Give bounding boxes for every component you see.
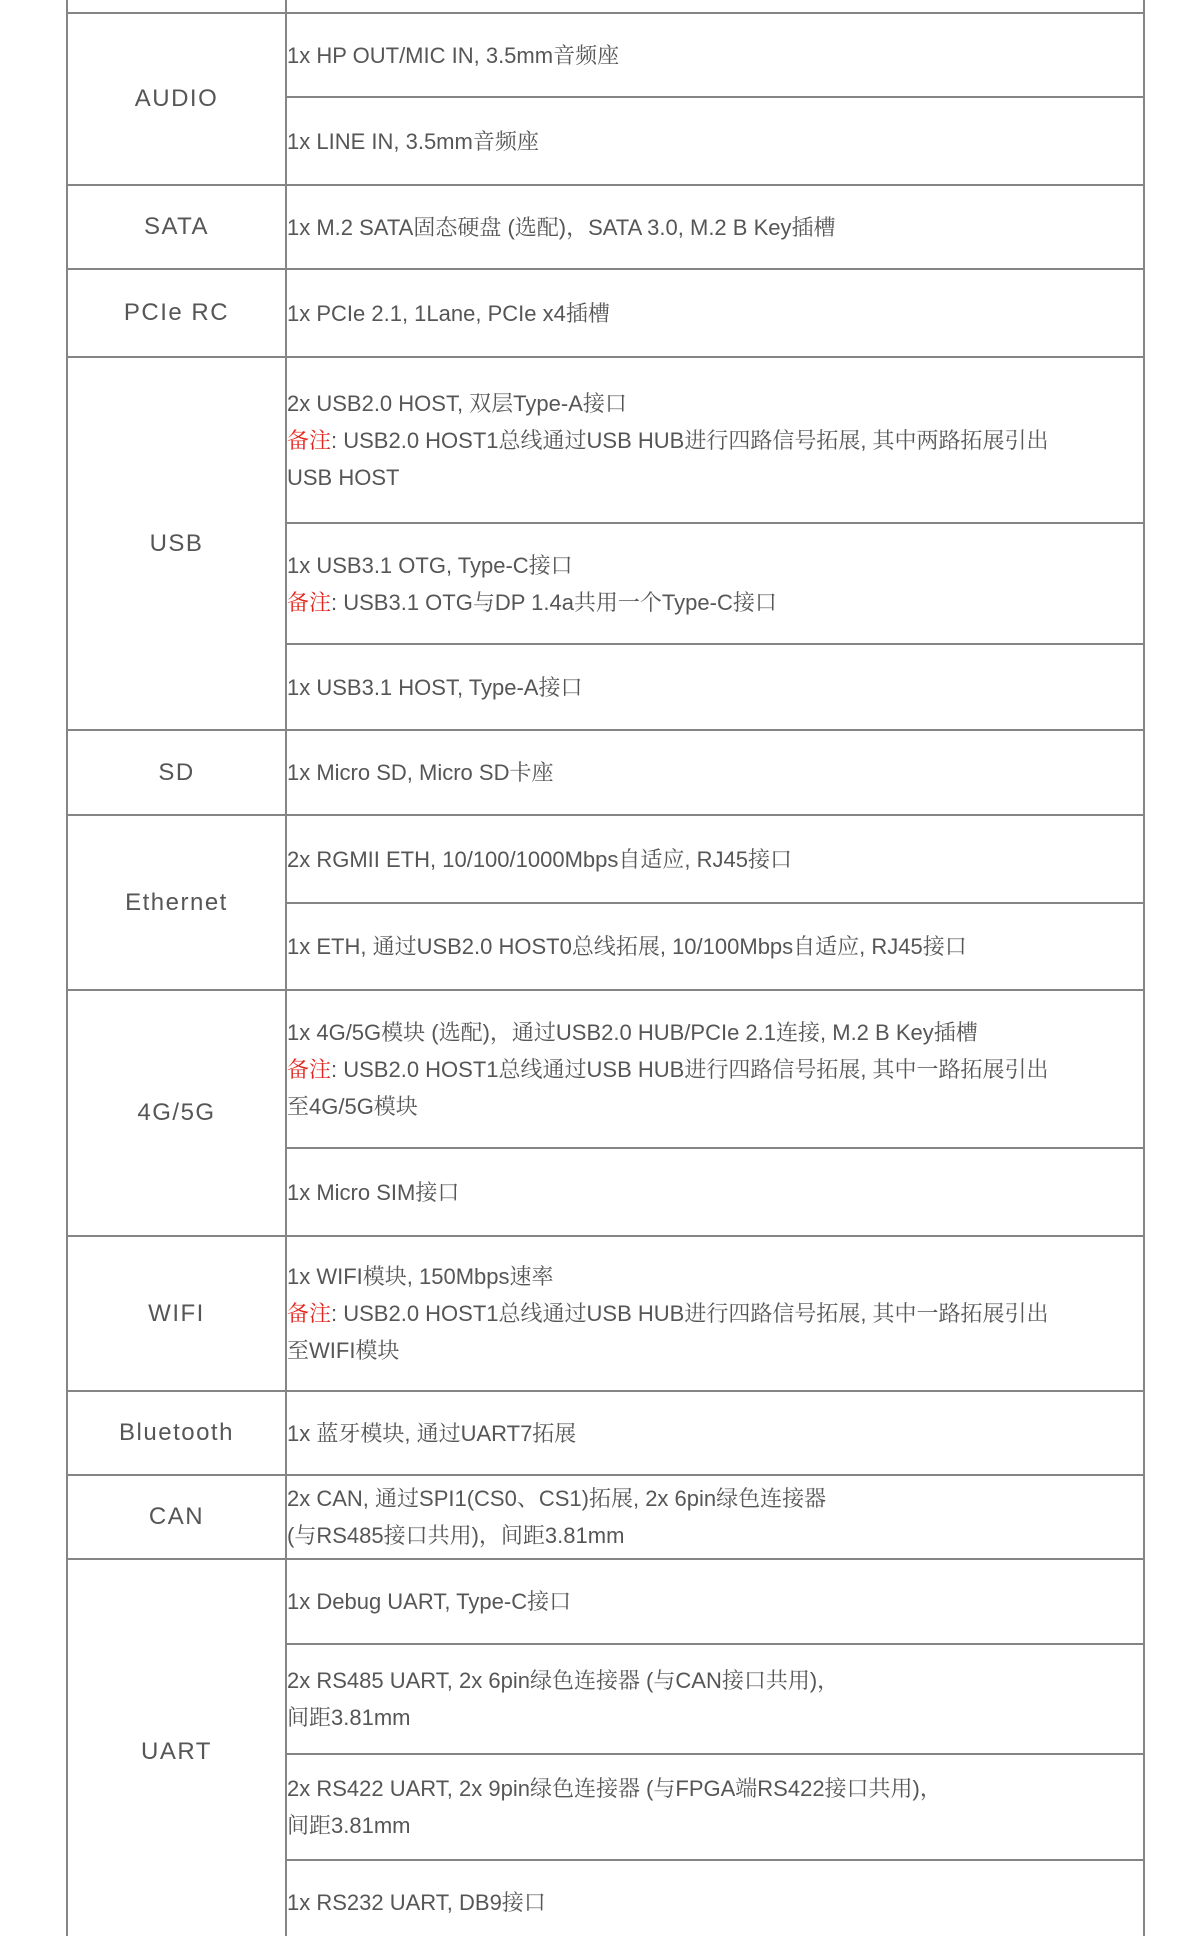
table-row (67, 1475, 1144, 1559)
spec-cell-sd (286, 730, 1144, 815)
note-label: 备注 (287, 589, 332, 615)
table-row (67, 1391, 1144, 1475)
spec-cell-debug-uart (286, 1559, 1144, 1644)
spec-line: 1x PCIe 2.1, 1Lane, PCIe x4插槽 (287, 300, 610, 326)
spec-line: (与RS485接口共用)，间距3.81mm (287, 1523, 625, 1548)
spec-cell-wifi (286, 1236, 1144, 1391)
spec-cell-pcie (286, 269, 1144, 357)
spec-line: 1x 4G/5G模块 (选配)，通过USB2.0 HUB/PCIe 2.1连接, M.2 B Key插槽 (287, 1019, 978, 1045)
note-label: 备注 (287, 1301, 332, 1326)
spec-line: 1x Micro SIM接口 (287, 1179, 460, 1205)
table-row (67, 1236, 1144, 1391)
table-row (67, 13, 1144, 97)
note-label: 备注 (287, 427, 332, 453)
row-label-wifi: WIFI (67, 1236, 286, 1391)
table-row (67, 269, 1144, 357)
spec-line: 1x Debug UART, Type-C接口 (287, 1589, 572, 1614)
table-row (67, 357, 1144, 523)
spec-cell-rs232 (286, 1860, 1144, 1936)
spec-cell-micro-sim (286, 1148, 1144, 1236)
spec-cell-rgmii-eth (286, 815, 1144, 903)
spec-cell-rs485 (286, 1644, 1144, 1754)
spec-line: 1x RS232 UART, DB9接口 (287, 1890, 546, 1915)
spec-line: 1x LINE IN, 3.5mm音频座 (287, 128, 539, 154)
spec-line: 1x Micro SD, Micro SD卡座 (287, 760, 554, 785)
table-row (67, 1559, 1144, 1644)
spec-line: 至4G/5G模块 (287, 1093, 418, 1119)
row-label-ethernet: Ethernet (67, 815, 286, 990)
spec-cell-audio-line-in (286, 97, 1144, 185)
spec-line: 1x HP OUT/MIC IN, 3.5mm音频座 (287, 42, 620, 68)
spec-note-line (287, 422, 1143, 459)
spec-cell-usb31-otg (286, 523, 1144, 644)
spec-note-line (287, 1051, 1143, 1088)
row-label-bluetooth: Bluetooth (67, 1391, 286, 1475)
row-label-usb: USB (67, 357, 286, 730)
spec-cell-usb20-host (286, 357, 1144, 523)
spec-line: 至WIFI模块 (287, 1338, 400, 1363)
row-label-audio: AUDIO (67, 13, 286, 185)
row-label-sata: SATA (67, 185, 286, 269)
interface-spec-table (66, 0, 1145, 1936)
cutoff-label-cell (67, 0, 286, 13)
spec-cell-rs422 (286, 1754, 1144, 1860)
spec-note-line (287, 1295, 1143, 1332)
note-text: : USB2.0 HOST1总线通过USB HUB进行四路信号拓展, 其中一路拓展引出 (331, 1301, 1049, 1326)
spec-line: 1x ETH, 通过USB2.0 HOST0总线拓展, 10/100Mbps自适应, RJ45接口 (287, 934, 967, 959)
table-row (67, 185, 1144, 269)
spec-cell-usb31-host (286, 644, 1144, 730)
spec-line: 1x 蓝牙模块, 通过UART7拓展 (287, 1420, 577, 1446)
spec-line: 1x USB3.1 OTG, Type-C接口 (287, 552, 573, 578)
table-row (67, 815, 1144, 903)
spec-cell-bluetooth (286, 1391, 1144, 1475)
row-label-sd: SD (67, 730, 286, 815)
note-label: 备注 (287, 1056, 332, 1082)
table-row (67, 730, 1144, 815)
spec-line: 2x CAN, 通过SPI1(CS0、CS1)拓展, 2x 6pin绿色连接器 (287, 1486, 827, 1511)
row-label-4g5g: 4G/5G (67, 990, 286, 1236)
spec-line: 2x RS485 UART, 2x 6pin绿色连接器 (与CAN接口共用)， (287, 1668, 840, 1693)
spec-cell-audio-hp-out (286, 13, 1144, 97)
spec-cell-4g5g-module (286, 990, 1144, 1148)
spec-line: 间距3.81mm (287, 1813, 411, 1838)
spec-cell-sata (286, 185, 1144, 269)
note-text: : USB3.1 OTG与DP 1.4a共用一个Type-C接口 (331, 589, 777, 615)
spec-cell-usb-eth (286, 903, 1144, 990)
spec-cell-can (286, 1475, 1144, 1559)
row-label-pcie-rc: PCIe RC (67, 269, 286, 357)
spec-line: 1x M.2 SATA固态硬盘 (选配)，SATA 3.0, M.2 B Key插槽 (287, 214, 836, 240)
spec-line: 2x RS422 UART, 2x 9pin绿色连接器 (与FPGA端RS422接口共用)， (287, 1776, 942, 1801)
table-row-cutoff (67, 0, 1144, 13)
spec-line: 1x WIFI模块, 150Mbps速率 (287, 1264, 554, 1289)
note-text: : USB2.0 HOST1总线通过USB HUB进行四路信号拓展, 其中一路拓展引出 (331, 1056, 1049, 1082)
cutoff-value-cell (286, 0, 1144, 13)
table-row (67, 990, 1144, 1148)
spec-line: 2x RGMII ETH, 10/100/1000Mbps自适应, RJ45接口 (287, 846, 792, 872)
row-label-uart: UART (67, 1559, 286, 1936)
note-text: : USB2.0 HOST1总线通过USB HUB进行四路信号拓展, 其中两路拓展引出 (331, 427, 1049, 453)
spec-note-line (287, 584, 1143, 621)
spec-line: 1x USB3.1 HOST, Type-A接口 (287, 674, 583, 700)
spec-line: 2x USB2.0 HOST, 双层Type-A接口 (287, 390, 627, 416)
row-label-can: CAN (67, 1475, 286, 1559)
spec-line: USB HOST (287, 464, 400, 490)
spec-line: 间距3.81mm (287, 1705, 411, 1730)
